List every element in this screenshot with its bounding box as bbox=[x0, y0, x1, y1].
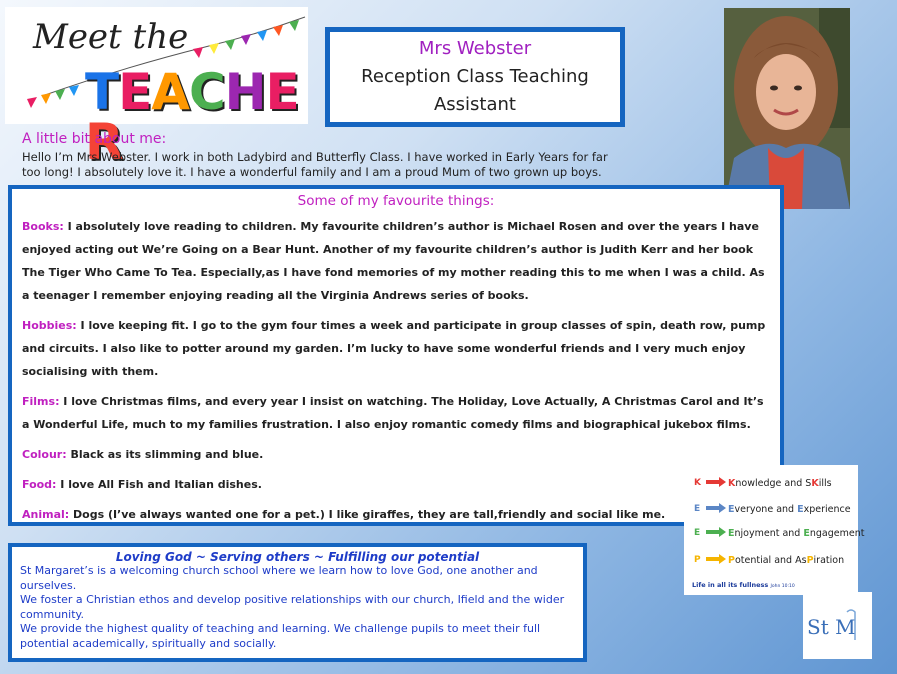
title-box bbox=[325, 27, 625, 127]
favourite-item-films bbox=[22, 390, 770, 436]
acronym-part: ills bbox=[818, 478, 832, 489]
teacher-name: Mrs Webster bbox=[418, 38, 532, 59]
footer-text: Life in all its fullness bbox=[692, 581, 769, 589]
acronym-highlight: E bbox=[803, 528, 810, 539]
logo-letter: C bbox=[188, 63, 225, 121]
acronym-part: nowledge and S bbox=[735, 478, 812, 489]
arrow-right-icon bbox=[706, 554, 726, 564]
acronym-row-knowledge bbox=[684, 475, 858, 493]
acronym-text bbox=[728, 555, 844, 566]
favourite-item-books bbox=[22, 215, 770, 307]
favourite-label: Food: bbox=[22, 478, 57, 491]
arrow-right-icon bbox=[706, 503, 726, 513]
favourite-text: Dogs (I’ve always wanted one for a pet.) I like giraffes, they are tall,friendly and social like me. bbox=[69, 508, 666, 521]
school-motto: Loving God ~ Serving others ~ Fulfilling our potential bbox=[115, 550, 480, 564]
acronym-letter: E bbox=[694, 504, 701, 514]
acronym-text bbox=[728, 478, 832, 489]
favourites-heading: Some of my favourite things: bbox=[297, 193, 495, 209]
acronym-row-potential bbox=[684, 552, 858, 570]
favourite-item-food bbox=[22, 473, 770, 496]
portrait-illustration bbox=[724, 8, 850, 209]
acronym-part: veryone and bbox=[734, 504, 798, 515]
acronym-letter: K bbox=[694, 478, 701, 488]
acronym-part: xperience bbox=[803, 504, 851, 515]
favourite-text: I absolutely love reading to children. My favourite children’s author is Michael Rosen and over the years I have enjoyed acting out We’re Going on a Bear Hunt. Another of my favourite children’s author is Judith Kerr and her book The Tiger Who Came To Tea. Especially,as I have fond memories of my mother reading this to me when I was a child. As a teenager I remember enjoying reading all the Virginia Andrews series of books. bbox=[22, 220, 765, 302]
favourite-text: I love Christmas films, and every year I insist on watching. The Holiday, Love Actually, A Christmas Carol and It’s a Wonderful Life, much to my families frustration. I also enjoy romantic comedy films and biographical jukebox films. bbox=[22, 395, 764, 431]
values-line: St Margaret’s is a welcoming church school where we learn how to love God, one another and ourselves. bbox=[20, 564, 538, 592]
logo-letter: R bbox=[85, 113, 123, 171]
acronym-row-everyone bbox=[684, 501, 858, 519]
about-text: Hello I’m Mrs Webster. I work in both Ladybird and Butterfly Class. I have worked in Early Years for far too long! I absolutely love it. I have a wonderful family and I am a proud Mum of two grown up boys. bbox=[22, 150, 608, 179]
school-values-box bbox=[8, 543, 587, 662]
teacher-role: Reception Class Teaching Assistant bbox=[361, 66, 589, 115]
arrow-right-icon bbox=[706, 527, 726, 537]
favourite-label: Hobbies: bbox=[22, 319, 77, 332]
favourite-label: Colour: bbox=[22, 448, 67, 461]
acronym-row-enjoyment bbox=[684, 525, 865, 543]
favourite-text: I love keeping fit. I go to the gym four times a week and participate in group classes of spin, death row, pump and circuits. I also like to potter around my garden. I’m lucky to have some wonderful friends and I very much enjoy socialising with them. bbox=[22, 319, 766, 378]
favourite-text: Black as its slimming and blue. bbox=[66, 448, 264, 461]
teacher-photo bbox=[724, 8, 850, 209]
acronym-highlight: K bbox=[728, 478, 736, 489]
school-logo bbox=[803, 592, 872, 659]
favourites-box bbox=[8, 185, 784, 526]
values-acronym-card bbox=[684, 465, 865, 595]
values-line: We provide the highest quality of teaching and learning. We challenge pupils to meet their full potential academically, spiritually and socially. bbox=[20, 622, 541, 650]
acronym-highlight: E bbox=[728, 528, 735, 539]
favourite-label: Books: bbox=[22, 220, 64, 233]
acronym-highlight: E bbox=[797, 504, 804, 515]
acronym-highlight: K bbox=[811, 478, 819, 489]
footer-ref: John 10:10 bbox=[770, 584, 795, 589]
logo-letter: E bbox=[265, 63, 299, 121]
acronym-text bbox=[728, 528, 864, 539]
favourite-label: Films: bbox=[22, 395, 60, 408]
acronym-part: njoyment and bbox=[734, 528, 804, 539]
acronym-highlight: E bbox=[728, 504, 735, 515]
arrow-right-icon bbox=[706, 477, 726, 487]
acronym-footer bbox=[692, 581, 795, 589]
logo-letter: H bbox=[224, 63, 266, 121]
acronym-letter: P bbox=[694, 555, 701, 565]
acronym-letter: E bbox=[694, 528, 701, 538]
favourite-label: Animal: bbox=[22, 508, 70, 521]
logo-letter: E bbox=[118, 63, 152, 121]
school-crest-icon bbox=[803, 592, 872, 659]
favourite-text: I love All Fish and Italian dishes. bbox=[56, 478, 262, 491]
crest-text: St M bbox=[807, 615, 856, 639]
logo-letter: T bbox=[85, 63, 119, 121]
favourite-item-animal bbox=[22, 503, 770, 526]
acronym-highlight: P bbox=[728, 555, 735, 566]
about-heading: A little bit about me: bbox=[22, 131, 167, 147]
values-line: We foster a Christian ethos and develop positive relationships with our church, Ifield and the wider community. bbox=[20, 593, 565, 621]
favourite-item-colour bbox=[22, 443, 770, 466]
acronym-part: ngagement bbox=[809, 528, 865, 539]
acronym-highlight: P bbox=[806, 555, 814, 566]
logo-script-text: Meet the bbox=[33, 17, 189, 57]
acronym-part: iration bbox=[813, 555, 845, 566]
acronym-part: otential and As bbox=[734, 555, 807, 566]
logo-letter: A bbox=[151, 63, 189, 121]
acronym-text bbox=[728, 504, 851, 515]
favourite-item-hobbies bbox=[22, 314, 770, 383]
